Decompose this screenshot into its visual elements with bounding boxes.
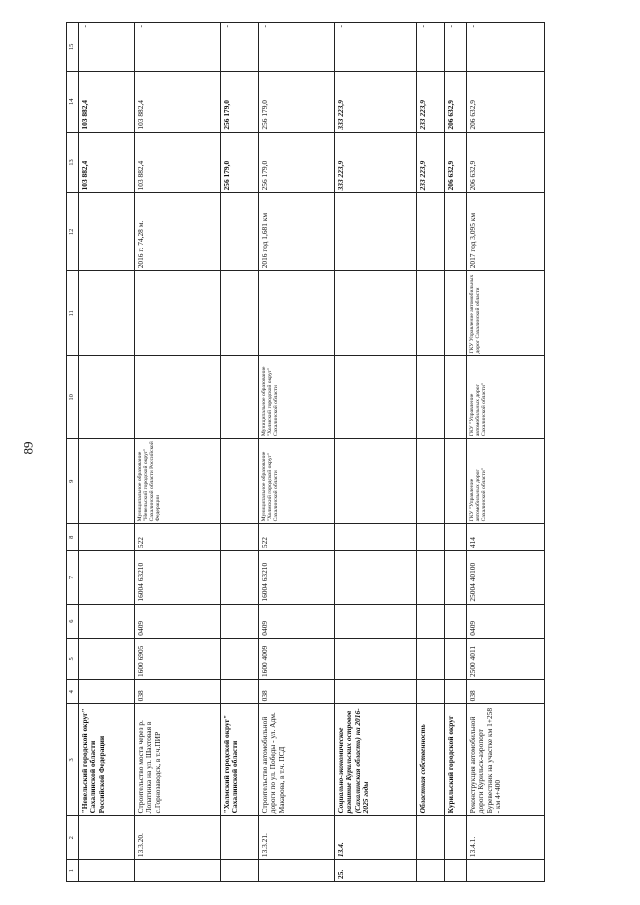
cell-8: 522 — [259, 524, 335, 551]
cell-5 — [445, 638, 467, 679]
table-row — [135, 23, 221, 882]
cell-8 — [417, 524, 445, 551]
table-row — [79, 23, 135, 882]
col-num-13: 13 — [67, 132, 79, 193]
cell-4 — [417, 680, 445, 704]
cell-12 — [335, 193, 417, 271]
col-num-12: 12 — [67, 193, 79, 271]
cell-11 — [79, 271, 135, 356]
col-num-4: 4 — [67, 680, 79, 704]
cell-15: - — [79, 23, 135, 72]
cell-15: - — [221, 23, 259, 72]
cell-2: 13.3.21. — [259, 816, 335, 860]
col-num-8: 8 — [67, 524, 79, 551]
cell-4: 038 — [259, 680, 335, 704]
cell-9: Муниципальное образование "Невельский городской округ" Сахалинской области Российской Федерации — [135, 439, 221, 524]
table-row — [335, 23, 417, 882]
cell-15: - — [467, 23, 545, 72]
cell-1 — [79, 860, 135, 882]
table-row — [445, 23, 467, 882]
cell-13: 103 882,4 — [135, 132, 221, 193]
cell-5: 2500 4011 — [467, 638, 545, 679]
table-row — [259, 23, 335, 882]
cell-11 — [221, 271, 259, 356]
col-num-3: 3 — [67, 704, 79, 816]
cell-2 — [445, 816, 467, 860]
cell-9: ГКУ "Управление автомобильных дорог Сахалинской области" — [467, 439, 545, 524]
cell-15: - — [259, 23, 335, 72]
cell-1 — [445, 860, 467, 882]
col-num-10: 10 — [67, 356, 79, 439]
col-num-11: 11 — [67, 271, 79, 356]
cell-14: 103 882,4 — [135, 71, 221, 132]
cell-7 — [79, 551, 135, 605]
cell-2 — [417, 816, 445, 860]
cell-13: 206 632,9 — [445, 132, 467, 193]
cell-11 — [135, 271, 221, 356]
cell-15: - — [417, 23, 445, 72]
cell-1 — [467, 860, 545, 882]
cell-3: Строительство автомобильной дороги по ул. Победы - ул. Адм. Макарова, в т.ч. ПСД — [259, 704, 335, 816]
cell-10 — [221, 356, 259, 439]
cell-12: 2016 г. 74,28 м. — [135, 193, 221, 271]
table-row — [417, 23, 445, 882]
cell-14: 206 632,9 — [445, 71, 467, 132]
cell-10: ГКУ "Управление автомобильных дорог Сахалинской области" — [467, 356, 545, 439]
cell-12 — [417, 193, 445, 271]
cell-15: - — [135, 23, 221, 72]
cell-8 — [335, 524, 417, 551]
cell-13: 256 179,0 — [221, 132, 259, 193]
cell-2 — [221, 816, 259, 860]
cell-2: 13.4. — [335, 816, 417, 860]
table-row — [221, 23, 259, 882]
cell-7 — [417, 551, 445, 605]
cell-3: Реконструкция автомобильной дороги Курильск-аэропорт Буревестник на участке км 1+258 - км 4+400 — [467, 704, 545, 816]
cell-8: 414 — [467, 524, 545, 551]
cell-13: 206 632,9 — [467, 132, 545, 193]
cell-11 — [445, 271, 467, 356]
cell-12 — [79, 193, 135, 271]
cell-5: 1600 4009 — [259, 638, 335, 679]
cell-1 — [221, 860, 259, 882]
col-num-9: 9 — [67, 439, 79, 524]
cell-7 — [335, 551, 417, 605]
cell-14: 103 882,4 — [79, 71, 135, 132]
cell-3: Строительство моста через р. Лопатинка на ул. Шахтовая в с.Горнозаводск, в т.ч.ПИР — [135, 704, 221, 816]
cell-3: Социально-экономическое развитие Курильских островов (Сахалинская область) на 2016-2025 годы — [335, 704, 417, 816]
cell-12 — [445, 193, 467, 271]
col-num-6: 6 — [67, 604, 79, 638]
cell-2: 13.4.1. — [467, 816, 545, 860]
cell-3: Областная собственность — [417, 704, 445, 816]
cell-9: Муниципальное образование "Холмский городской округ" Сахалинской области — [259, 439, 335, 524]
cell-13: 256 179,0 — [259, 132, 335, 193]
col-num-1: 1 — [67, 860, 79, 882]
cell-15: - — [335, 23, 417, 72]
cell-10 — [335, 356, 417, 439]
cell-6 — [79, 604, 135, 638]
cell-14: 256 179,0 — [221, 71, 259, 132]
cell-14: 206 632,9 — [467, 71, 545, 132]
cell-9 — [335, 439, 417, 524]
cell-11 — [335, 271, 417, 356]
cell-2: 13.3.20. — [135, 816, 221, 860]
cell-14: 256 179,0 — [259, 71, 335, 132]
cell-9 — [445, 439, 467, 524]
cell-1: 25. — [335, 860, 417, 882]
cell-6: 0409 — [135, 604, 221, 638]
page-number: 89 — [20, 441, 36, 455]
cell-8: 522 — [135, 524, 221, 551]
cell-12: 2016 год 1,681 км — [259, 193, 335, 271]
cell-6: 0409 — [259, 604, 335, 638]
cell-7 — [445, 551, 467, 605]
cell-9 — [221, 439, 259, 524]
cell-10 — [135, 356, 221, 439]
cell-5 — [221, 638, 259, 679]
cell-1 — [135, 860, 221, 882]
cell-1 — [417, 860, 445, 882]
cell-4 — [335, 680, 417, 704]
cell-14: 333 223,9 — [335, 71, 417, 132]
cell-12 — [221, 193, 259, 271]
col-num-5: 5 — [67, 638, 79, 679]
cell-6: 0409 — [467, 604, 545, 638]
cell-10 — [417, 356, 445, 439]
cell-13: 233 223,9 — [417, 132, 445, 193]
cell-4 — [221, 680, 259, 704]
cell-10 — [79, 356, 135, 439]
cell-13: 333 223,9 — [335, 132, 417, 193]
rotated-table-container — [66, 22, 604, 882]
col-num-14: 14 — [67, 71, 79, 132]
cell-3: "Холмский городской округ" Сахалинской области — [221, 704, 259, 816]
cell-4 — [445, 680, 467, 704]
cell-14: 233 223,9 — [417, 71, 445, 132]
cell-3: "Невельский городской округ" Сахалинской области Российской Федерации — [79, 704, 135, 816]
cell-5 — [79, 638, 135, 679]
cell-11 — [417, 271, 445, 356]
cell-8 — [221, 524, 259, 551]
table-row — [467, 23, 545, 882]
cell-9 — [417, 439, 445, 524]
cell-7: 25004 40100 — [467, 551, 545, 605]
cell-6 — [445, 604, 467, 638]
cell-2 — [79, 816, 135, 860]
cell-3: Курильский городской округ — [445, 704, 467, 816]
column-number-row — [67, 23, 79, 882]
cell-7: 16004 63210 — [259, 551, 335, 605]
cell-8 — [445, 524, 467, 551]
cell-6 — [335, 604, 417, 638]
cell-4 — [79, 680, 135, 704]
cell-5 — [417, 638, 445, 679]
cell-7: 16004 63210 — [135, 551, 221, 605]
cell-4: 038 — [467, 680, 545, 704]
col-num-2: 2 — [67, 816, 79, 860]
cell-11 — [259, 271, 335, 356]
col-num-7: 7 — [67, 551, 79, 605]
cell-6 — [221, 604, 259, 638]
cell-5: 1600 6905 — [135, 638, 221, 679]
cell-11: ГКУ Управление автомобильных дорог Сахалинской области — [467, 271, 545, 356]
cell-1 — [259, 860, 335, 882]
budget-table — [66, 22, 545, 882]
cell-15: - — [445, 23, 467, 72]
cell-5 — [335, 638, 417, 679]
cell-8 — [79, 524, 135, 551]
cell-9 — [79, 439, 135, 524]
cell-7 — [221, 551, 259, 605]
cell-10: Муниципальное образование "Холмский городской округ" Сахалинской области — [259, 356, 335, 439]
cell-12: 2017 год 3,095 км — [467, 193, 545, 271]
cell-6 — [417, 604, 445, 638]
cell-10 — [445, 356, 467, 439]
col-num-15: 15 — [67, 23, 79, 72]
cell-13: 103 882,4 — [79, 132, 135, 193]
cell-4: 038 — [135, 680, 221, 704]
